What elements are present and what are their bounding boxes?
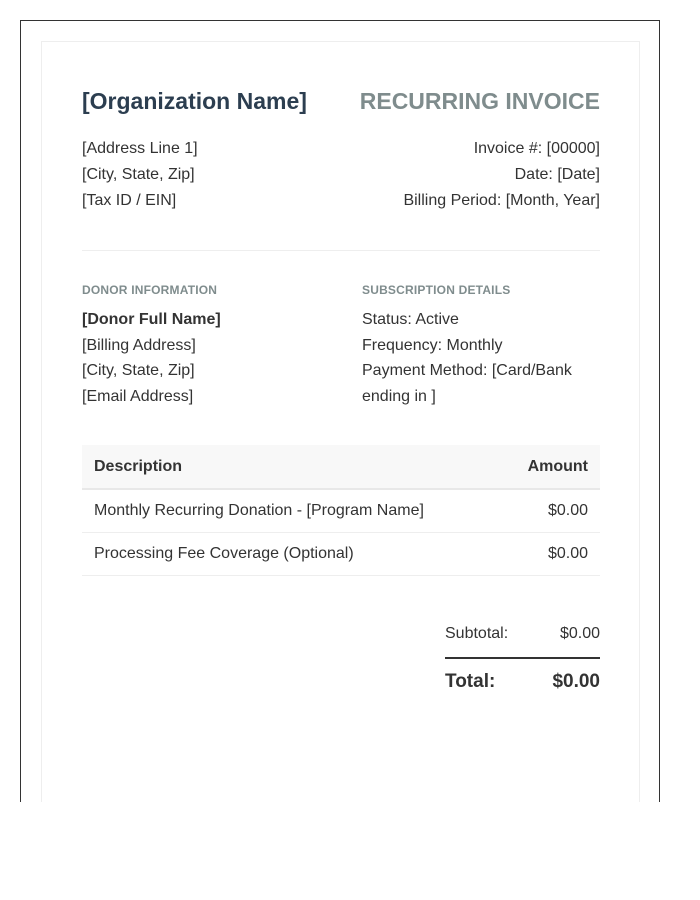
org-tax-id: [Tax ID / EIN] bbox=[82, 192, 177, 209]
invoice-title: RECURRING INVOICE bbox=[359, 88, 600, 114]
org-address-line: [Address Line 1] bbox=[82, 140, 198, 157]
line-item-description: Processing Fee Coverage (Optional) bbox=[82, 533, 500, 576]
payment-method-line-1: Payment Method: [Card/Bank bbox=[362, 362, 572, 379]
subscription-frequency: Frequency: Monthly bbox=[362, 336, 503, 354]
header-divider bbox=[82, 250, 600, 251]
org-city-state-zip: [City, State, Zip] bbox=[82, 166, 195, 183]
payment-method-line-2: ending in ] bbox=[362, 387, 436, 405]
line-items-table bbox=[82, 445, 600, 576]
table-header-row bbox=[82, 445, 600, 489]
totals-section bbox=[445, 621, 600, 697]
donor-billing-address: [Billing Address] bbox=[82, 336, 196, 354]
column-header-amount: Amount bbox=[500, 445, 600, 489]
subscription-details bbox=[362, 283, 600, 409]
invoice-content bbox=[82, 82, 600, 692]
table-row bbox=[82, 533, 600, 576]
subtotal-value: $0.00 bbox=[559, 625, 600, 642]
subscription-status: Status: Active bbox=[362, 311, 459, 328]
total-value: $0.00 bbox=[552, 671, 600, 692]
payment-method bbox=[362, 358, 600, 409]
subtotal-label: Subtotal: bbox=[445, 625, 509, 642]
organization-name: [Organization Name] bbox=[82, 88, 307, 114]
total-label: Total: bbox=[445, 671, 496, 692]
invoice-number: Invoice #: [00000] bbox=[473, 140, 600, 157]
donor-email: [Email Address] bbox=[82, 387, 194, 405]
organization-details bbox=[82, 136, 198, 214]
donor-information bbox=[82, 283, 362, 409]
total-line bbox=[445, 657, 600, 697]
table-row bbox=[82, 489, 600, 533]
billing-period: Billing Period: [Month, Year] bbox=[403, 192, 600, 209]
info-section bbox=[82, 283, 600, 409]
line-item-amount: $0.00 bbox=[500, 489, 600, 533]
invoice-details bbox=[403, 136, 600, 214]
invoice-meta-row bbox=[82, 136, 600, 214]
invoice-date: Date: [Date] bbox=[514, 166, 600, 183]
donor-section-label: DONOR INFORMATION bbox=[82, 283, 218, 297]
donor-city-state-zip: [City, State, Zip] bbox=[82, 362, 195, 379]
invoice-header bbox=[82, 82, 600, 122]
column-header-description: Description bbox=[82, 445, 500, 489]
subscription-section-label: SUBSCRIPTION DETAILS bbox=[362, 283, 511, 297]
subtotal-line bbox=[445, 621, 600, 647]
line-item-description: Monthly Recurring Donation - [Program Name] bbox=[82, 489, 500, 533]
donor-name: [Donor Full Name] bbox=[82, 311, 221, 328]
line-item-amount: $0.00 bbox=[500, 533, 600, 576]
